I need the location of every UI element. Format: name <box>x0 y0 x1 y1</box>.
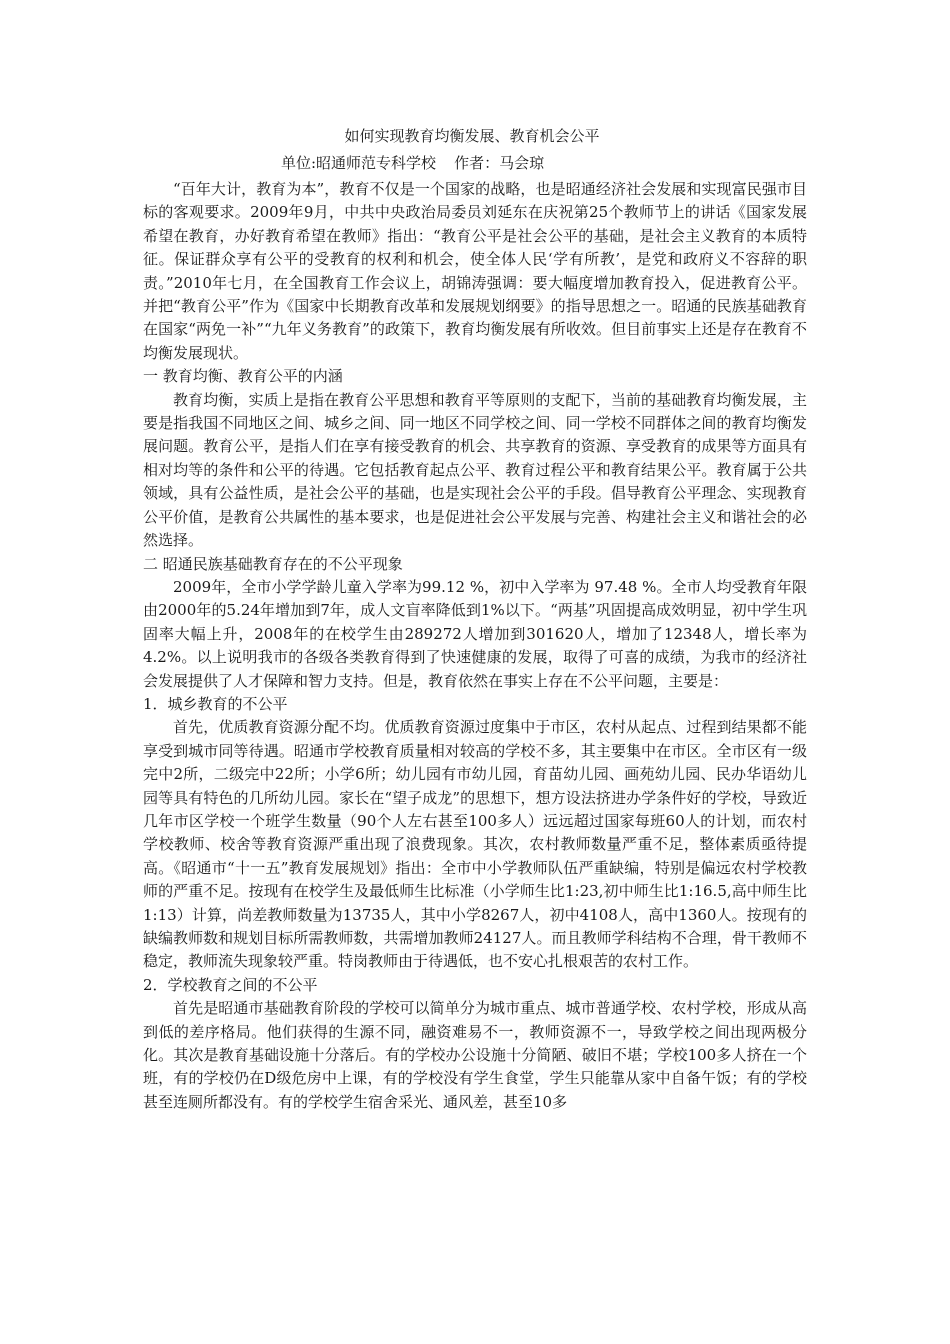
subsection-paragraph-2: 首先是昭通市基础教育阶段的学校可以简单分为城市重点、城市普通学校、农村学校，形成从高到低的差序格局。他们获得的生源不同，融资难易不一，教师资源不一，导致学校之间出现两极分化。其次是教育基础设施十分落后。有的学校办公设施十分简陋、破旧不堪；学校100多人挤在一个班，有的学校仍在D级危房中上课，有的学校没有学生食堂，学生只能靠从家中自备午饭；有的学校甚至连厕所都没有。有的学校学生宿舍采光、通风差，甚至10多 <box>143 999 807 1111</box>
intro-paragraph: “百年大计，教育为本”，教育不仅是一个国家的战略，也是昭通经济社会发展和实现富民强市目标的客观要求。2009年9月，中共中央政治局委员刘延东在庆祝第25个教师节上的讲话《国家发展希望在教育，办好教育希望在教师》指出：“教育公平是社会公平的基础，是社会主义教育的本质特征。保证群众享有公平的受教育的权利和机会，使全体人民‘学有所教’，是党和政府义不容辞的职责。”2010年七月，在全国教育工作会议上，胡锦涛强调：要大幅度增加教育投入，促进教育公平。并把“教育公平”作为《国家中长期教育改革和发展规划纲要》的指导思想之一。昭通的民族基础教育在国家“两免一补”“九年义务教育”的政策下，教育均衡发展有所收效。但目前事实上还是存在教育不均衡发展现状。 <box>143 180 807 362</box>
document-title: 如何实现教育均衡发展、教育机会公平 <box>344 127 600 145</box>
subsection-paragraph-1: 首先，优质教育资源分配不均。优质教育资源过度集中于市区，农村从起点、过程到结果都不能享受到城市同等待遇。昭通市学校教育质量相对较高的学校不多，其主要集中在市区。全市区有一级完中2所，二级完中22所；小学6所；幼儿园有市幼儿园，育苗幼儿园、画苑幼儿园、民办华语幼儿园等具有特色的几所幼儿园。家长在“望子成龙”的思想下，想方设法挤进办学条件好的学校，导致近几年市区学校一个班学生数量（90个人左右甚至100多人）远远超过国家每班60人的计划，而农村学校教师、校舍等教育资源严重出现了浪费现象。其次，农村教师数量严重不足，整体素质亟待提高。《昭通市“十一五”教育发展规划》指出：全市中小学教师队伍严重缺编，特别是偏远农村学校教师的严重不足。按现有在校学生及最低师生比标准（小学师生比1:23,初中师生比1:16.5,高中师生比1:13）计算，尚差教师数量为13735人，其中小学8267人，初中4108人，高中1360人。按现有的缺编教师数和规划目标所需教师数，共需增加教师24127人。而且教师学科结构不合理，骨干教师不稳定，教师流失现象较严重。特岗教师由于待遇低，也不安心扎根艰苦的农村工作。 <box>143 718 807 971</box>
author-unit: 单位:昭通师范专科学校 <box>281 154 437 172</box>
document-page <box>143 122 807 1114</box>
section-paragraph-2: 2009年，全市小学学龄儿童入学率为99.12 %，初中入学率为 97.48 %。全市人均受教育年限由2000年的5.24年增加到7年，成人文盲率降低到1%以下。“两基”巩固提高成效明显，初中学生巩固率大幅上升，2008年的在校学生由289272人增加到301620人，增加了12348人，增长率为4.2%。以上说明我市的各级各类教育得到了快速健康的发展，取得了可喜的成绩，为我市的经济社会发展提供了人才保障和智力支持。但是，教育依然在事实上存在不公平问题，主要是： <box>143 577 807 690</box>
section-heading-2: 二 昭通民族基础教育存在的不公平现象 <box>143 554 403 573</box>
section-heading-1: 一 教育均衡、教育公平的内涵 <box>143 367 343 386</box>
section-paragraph-1: 教育均衡，实质上是指在教育公平思想和教育平等原则的支配下，当前的基础教育均衡发展，主要是指我国不同地区之间、城乡之间、同一地区不同学校之间、同一学校不同群体之间的教育均衡发展问题。教育公平，是指人们在享有接受教育的机会、共享教育的资源、享受教育的成果等方面具有相对均等的条件和公平的待遇。它包括教育起点公平、教育过程公平和教育结果公平。教育属于公共领域，具有公益性质，是社会公平的基础，也是实现社会公平的手段。倡导教育公平理念、实现教育公平价值，是教育公共属性的基本要求，也是促进社会公平发展与完善、构建社会主义和谐社会的必然选择。 <box>143 390 807 550</box>
subsection-heading-2: 2．学校教育之间的不公平 <box>143 975 318 994</box>
author-line <box>143 150 807 176</box>
subsection-heading-1: 1．城乡教育的不公平 <box>143 694 288 713</box>
author-name: 作者：马会琼 <box>454 154 545 172</box>
